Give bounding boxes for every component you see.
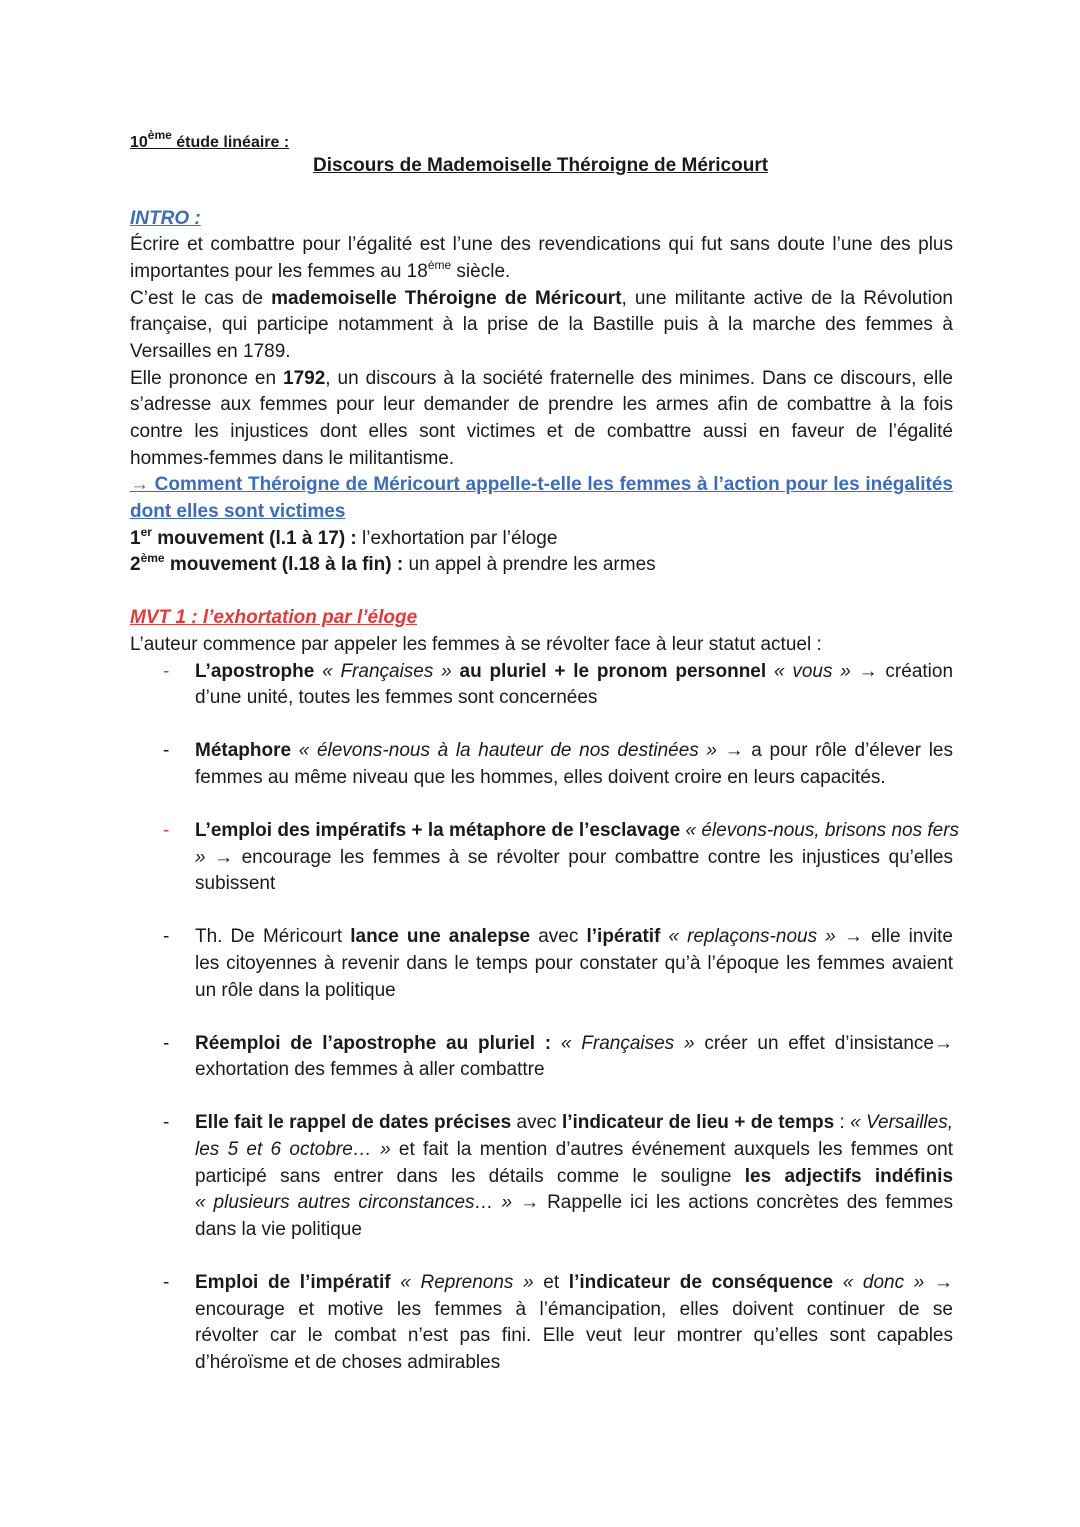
bullet-6-line-5: dans la vie politique — [195, 1219, 362, 1240]
movement-1-plan — [130, 526, 557, 553]
intro-line-1: Écrire et combattre pour l’égalité est l’une des revendications qui fut sans doute l’une des plus — [130, 234, 953, 255]
m2-number: 2 — [130, 554, 141, 575]
b6-l4b: → Rappelle ici les actions concrètes des femmes — [520, 1192, 953, 1213]
m1-sup: er — [140, 525, 152, 539]
bullet-dash: - — [163, 926, 170, 947]
bullet-6-line-2 — [195, 1137, 953, 1164]
intro-line-4: française, qui participe notamment à la prise de la Bastille puis à la marche des femmes à — [130, 314, 953, 335]
b5-b: « Françaises » — [551, 1033, 705, 1054]
intro-line-6 — [130, 366, 953, 393]
bullet-7-line-1 — [195, 1270, 953, 1297]
b5-c: créer un effet d’insistance→ — [704, 1033, 953, 1054]
m1-text: l’exhortation par l’éloge — [356, 528, 558, 549]
b6-e: « Versailles, — [850, 1112, 953, 1133]
bullet-6-line-4 — [195, 1190, 953, 1217]
intro-line-3a: C’est le cas de — [130, 288, 272, 309]
bullet-5-line-2: exhortation des femmes à aller combattre — [195, 1059, 545, 1080]
bullet-7-line-4: d’héroïsme et de choses admirables — [195, 1352, 501, 1373]
bullet-1-line-2: d’une unité, toutes les femmes sont concernées — [195, 687, 598, 708]
b4-c: avec — [530, 926, 587, 947]
study-number-sup: ème — [147, 128, 172, 142]
mvt1-heading: MVT 1 : l’exhortation par l’éloge — [130, 607, 418, 628]
bullet-3-line-3: subissent — [195, 873, 276, 894]
bullet-6-line-3 — [195, 1164, 953, 1191]
intro-line-8: contre les injustices dont elles sont victimes et de combattre aussi en faveur de l’égalité — [130, 421, 953, 442]
problem-question-line-2: dont elles sont victimes — [130, 501, 346, 522]
m2-sup: ème — [140, 551, 165, 565]
b6-c: l’indicateur de lieu + de temps — [561, 1112, 835, 1133]
m1-label: mouvement (l.1 à 17) : — [151, 528, 357, 549]
study-label — [130, 130, 289, 157]
bullet-dash: - — [163, 820, 170, 841]
mvt1-lead: L’auteur commence par appeler les femmes à se révolter face à leur statut actuel : — [130, 634, 822, 655]
bullet-1-line-1 — [195, 659, 953, 686]
intro-line-5: Versailles en 1789. — [130, 341, 291, 362]
b2-a: Métaphore — [195, 740, 292, 761]
intro-line-6a: Elle prononce en — [130, 368, 283, 389]
speech-year: 1792 — [283, 368, 326, 389]
b1-a: L’apostrophe — [195, 661, 315, 682]
b6-l3a: participé sans entrer dans les détails comme le souligne — [195, 1166, 745, 1187]
bullet-dash: - — [163, 661, 170, 682]
b1-c: au pluriel + le pronom personnel — [459, 661, 767, 682]
m2-text: un appel à prendre les armes — [403, 554, 656, 575]
b6-b: avec — [511, 1112, 562, 1133]
bullet-6-line-1 — [195, 1110, 953, 1137]
bullet-dash: - — [163, 1272, 170, 1293]
author-name: mademoiselle Théroigne de Méricourt — [271, 288, 622, 309]
document-title: Discours de Mademoiselle Théroigne de Méricourt — [313, 155, 769, 176]
bullet-dash: - — [163, 1112, 170, 1133]
b7-f: → — [934, 1272, 953, 1293]
b6-a: Elle fait le rappel de dates précises — [195, 1112, 512, 1133]
intro-line-2b: siècle. — [451, 261, 511, 282]
intro-line-3 — [130, 286, 953, 313]
b1-b: « Françaises » — [314, 661, 460, 682]
m2-label: mouvement (l.18 à la fin) : — [164, 554, 404, 575]
study-number: 10 — [130, 134, 148, 151]
intro-line-7: s’adresse aux femmes pour leur demander de prendre les armes afin de combattre à la fois — [130, 394, 953, 415]
bullet-3-line-2 — [195, 845, 953, 872]
bullet-dash: - — [163, 740, 170, 761]
bullet-2-line-1 — [195, 738, 953, 765]
bullet-4-line-3: un rôle dans la politique — [195, 980, 396, 1001]
b4-e: « replaçons-nous » — [660, 926, 844, 947]
b6-l2b: et fait la mention d’autres événement auxquels les femmes ont — [390, 1139, 953, 1160]
intro-line-6c: , un discours à la société fraternelle des minimes. Dans ce discours, elle — [325, 368, 953, 389]
b7-d: l’indicateur de conséquence — [568, 1272, 834, 1293]
intro-line-2a: importantes pour les femmes au 18 — [130, 261, 428, 282]
bullet-7-line-3: révolter car le combat n’est pas fini. Elle veut leur montrer qu’elles sont capables — [195, 1325, 953, 1346]
intro-line-3c: , une militante active de la Révolution — [621, 288, 953, 309]
intro-line-2 — [130, 259, 510, 286]
b1-d: « vous » — [766, 661, 859, 682]
b2-c: → a pour rôle d’élever les — [724, 740, 953, 761]
b6-l2a: les 5 et 6 octobre… » — [195, 1139, 391, 1160]
b3-b: « élevons-nous, brisons nos fers — [680, 820, 960, 841]
b4-b: lance une analepse — [350, 926, 531, 947]
b6-l3b: les adjectifs indéfinis — [744, 1166, 954, 1187]
b6-l4a: « plusieurs autres circonstances… » — [195, 1192, 521, 1213]
intro-heading: INTRO : — [130, 208, 201, 229]
b7-a: Emploi de l’impératif — [195, 1272, 391, 1293]
bullet-2-line-2: femmes au même niveau que les hommes, elles doivent croire en leurs capacités. — [195, 767, 886, 788]
problem-question-line-1: → Comment Théroigne de Méricourt appelle-t-elle les femmes à l’action pour les inégalités — [130, 474, 953, 495]
intro-line-2-sup: ème — [427, 258, 452, 272]
bullet-5-line-1 — [195, 1031, 953, 1058]
b7-c: et — [543, 1272, 569, 1293]
b5-a: Réemploi de l’apostrophe au pluriel : — [195, 1033, 552, 1054]
b4-f: → elle invite — [843, 926, 953, 947]
b7-e: « donc » — [833, 1272, 934, 1293]
b6-d: : — [834, 1112, 851, 1133]
b4-d: l’ipératif — [586, 926, 661, 947]
bullet-4-line-2: les citoyennes à revenir dans le temps pour constater qu’à l’époque les femmes avaient — [195, 953, 953, 974]
b2-b: « élevons-nous à la hauteur de nos destinées » — [291, 740, 725, 761]
bullet-3-line-1 — [195, 818, 960, 845]
b7-b: « Reprenons » — [390, 1272, 544, 1293]
b3-a: L’emploi des impératifs + la métaphore de l’esclavage — [195, 820, 681, 841]
intro-line-9: hommes-femmes dans le militantisme. — [130, 448, 455, 469]
b3-l2b: → encourage les femmes à se révolter pour combattre contre les injustices qu’elles — [214, 847, 953, 868]
m1-number: 1 — [130, 528, 141, 549]
movement-2-plan — [130, 552, 656, 579]
study-label-text: étude linéaire : — [171, 134, 290, 151]
bullet-dash: - — [163, 1033, 170, 1054]
bullet-7-line-2: encourage et motive les femmes à l’émancipation, elles doivent continuer de se — [195, 1299, 953, 1320]
b1-e: → création — [858, 661, 954, 682]
b4-a: Th. De Méricourt — [195, 926, 351, 947]
bullet-4-line-1 — [195, 924, 953, 951]
b3-l2a: » — [195, 847, 215, 868]
